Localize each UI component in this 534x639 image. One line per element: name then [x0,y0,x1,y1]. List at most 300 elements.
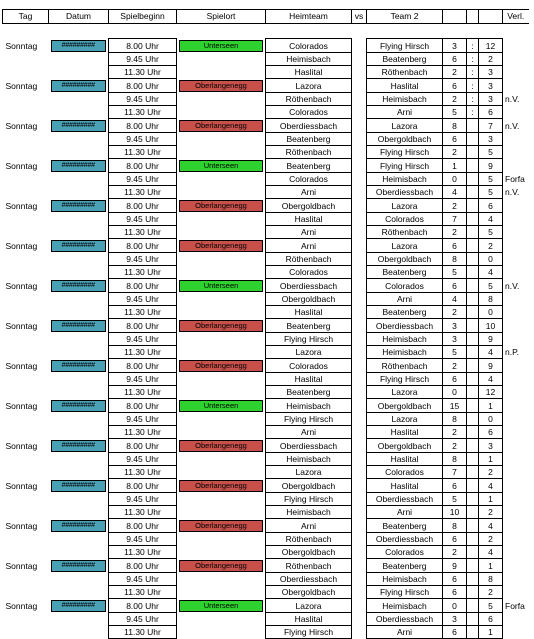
row-datum-cell[interactable] [49,519,109,533]
row-spielort-cell[interactable] [177,279,266,293]
row-team2-cell[interactable]: Colorados [367,279,443,293]
row-score2-cell[interactable]: 0 [479,413,503,426]
row-score2-cell[interactable]: 2 [479,466,503,479]
row-spielbeginn-cell[interactable]: 8.00 Uhr [109,39,177,53]
row-sep-cell[interactable] [467,239,479,253]
row-score2-cell[interactable]: 0 [479,306,503,319]
row-spielbeginn-cell[interactable]: 8.00 Uhr [109,559,177,573]
row-datum-cell[interactable] [49,586,109,599]
row-note-cell[interactable] [503,79,529,93]
row-team2-cell[interactable]: Flying Hirsch [367,159,443,173]
row-datum-cell[interactable] [49,39,109,53]
row-team2-cell[interactable]: Lazora [367,386,443,399]
row-score1-cell[interactable]: 2 [443,546,467,559]
row-spielort-cell[interactable] [177,573,266,586]
row-team2-cell[interactable]: Arni [367,506,443,519]
row-score1-cell[interactable]: 8 [443,413,467,426]
row-team2-cell[interactable]: Colorados [367,546,443,559]
row-team2-cell[interactable]: Flying Hirsch [367,146,443,159]
row-note-cell[interactable] [503,506,529,519]
row-score2-cell[interactable]: 5 [479,599,503,613]
row-sep-cell[interactable]: : [467,39,479,53]
row-team2-cell[interactable]: Röthenbach [367,226,443,239]
row-team2-cell[interactable]: Haslital [367,453,443,466]
row-vs-cell[interactable] [352,226,367,239]
row-datum-cell[interactable] [49,253,109,266]
row-spielort-cell[interactable] [177,426,266,439]
row-vs-cell[interactable] [352,399,367,413]
row-datum-cell[interactable] [49,293,109,306]
row-score1-cell[interactable]: 0 [443,386,467,399]
row-score2-cell[interactable]: 12 [479,386,503,399]
row-spielbeginn-cell[interactable]: 8.00 Uhr [109,319,177,333]
row-note-cell[interactable] [503,479,529,493]
row-vs-cell[interactable] [352,506,367,519]
row-heimteam-cell[interactable]: Haslital [266,66,352,79]
row-vs-cell[interactable] [352,279,367,293]
row-vs-cell[interactable] [352,359,367,373]
row-spielbeginn-cell[interactable]: 9.45 Uhr [109,333,177,346]
row-team2-cell[interactable]: Arni [367,106,443,119]
row-sep-cell[interactable]: : [467,53,479,66]
row-spielbeginn-cell[interactable]: 11.30 Uhr [109,306,177,319]
row-spielbeginn-cell[interactable]: 9.45 Uhr [109,213,177,226]
row-vs-cell[interactable] [352,53,367,66]
row-tag-cell[interactable]: Sonntag [5,200,38,211]
row-note-cell[interactable] [503,466,529,479]
row-note-cell[interactable] [503,373,529,386]
row-spielbeginn-cell[interactable]: 11.30 Uhr [109,226,177,239]
row-datum-cell[interactable] [49,386,109,399]
row-tag-cell[interactable]: Sonntag [5,480,38,491]
row-datum-cell[interactable] [49,199,109,213]
row-sep-cell[interactable] [467,453,479,466]
row-score1-cell[interactable]: 2 [443,306,467,319]
row-sep-cell[interactable] [467,546,479,559]
row-score2-cell[interactable]: 6 [479,199,503,213]
row-spielbeginn-cell[interactable]: 11.30 Uhr [109,146,177,159]
row-tag-cell[interactable] [3,53,49,66]
row-sep-cell[interactable] [467,253,479,266]
row-score2-cell[interactable]: 8 [479,573,503,586]
row-vs-cell[interactable] [352,413,367,426]
row-team2-cell[interactable]: Arni [367,626,443,639]
row-datum-cell[interactable] [49,106,109,119]
row-spielbeginn-cell[interactable]: 11.30 Uhr [109,346,177,359]
row-vs-cell[interactable] [352,266,367,279]
row-score1-cell[interactable]: 5 [443,266,467,279]
row-score1-cell[interactable]: 2 [443,93,467,106]
row-spielort-cell[interactable] [177,119,266,133]
row-score2-cell[interactable]: 3 [479,439,503,453]
row-sep-cell[interactable] [467,159,479,173]
row-team2-cell[interactable]: Lazora [367,239,443,253]
row-vs-cell[interactable] [352,453,367,466]
row-score2-cell[interactable]: 3 [479,133,503,146]
row-heimteam-cell[interactable]: Flying Hirsch [266,626,352,639]
row-score2-cell[interactable]: 3 [479,66,503,79]
row-vs-cell[interactable] [352,386,367,399]
row-note-cell[interactable] [503,613,529,626]
row-tag-cell[interactable] [3,306,49,319]
row-score1-cell[interactable]: 10 [443,506,467,519]
row-team2-cell[interactable]: Heimisbach [367,93,443,106]
row-team2-cell[interactable]: Heimisbach [367,333,443,346]
row-sep-cell[interactable] [467,213,479,226]
row-datum-cell[interactable] [49,373,109,386]
row-spielbeginn-cell[interactable]: 8.00 Uhr [109,159,177,173]
row-vs-cell[interactable] [352,293,367,306]
row-vs-cell[interactable] [352,546,367,559]
row-datum-cell[interactable] [49,426,109,439]
row-spielbeginn-cell[interactable]: 11.30 Uhr [109,106,177,119]
row-spielort-cell[interactable] [177,466,266,479]
row-sep-cell[interactable] [467,373,479,386]
row-score1-cell[interactable]: 5 [443,106,467,119]
row-vs-cell[interactable] [352,173,367,186]
row-score2-cell[interactable]: 1 [479,493,503,506]
row-score1-cell[interactable]: 6 [443,53,467,66]
row-sep-cell[interactable] [467,426,479,439]
row-note-cell[interactable] [503,106,529,119]
row-team2-cell[interactable]: Oberdiessbach [367,319,443,333]
row-team2-cell[interactable]: Flying Hirsch [367,39,443,53]
row-datum-cell[interactable] [49,479,109,493]
row-datum-cell[interactable] [49,413,109,426]
row-score2-cell[interactable]: 7 [479,119,503,133]
row-sep-cell[interactable] [467,533,479,546]
row-sep-cell[interactable] [467,613,479,626]
row-datum-cell[interactable] [49,626,109,639]
row-datum-cell[interactable] [49,599,109,613]
row-note-cell[interactable] [503,586,529,599]
row-score2-cell[interactable]: 4 [479,346,503,359]
row-datum-cell[interactable] [49,213,109,226]
row-score1-cell[interactable]: 2 [443,226,467,239]
row-tag-cell[interactable]: Sonntag [5,520,38,531]
row-team2-cell[interactable]: Röthenbach [367,66,443,79]
row-score2-cell[interactable]: 9 [479,359,503,373]
row-tag-cell[interactable]: Sonntag [5,280,38,291]
row-spielbeginn-cell[interactable]: 9.45 Uhr [109,133,177,146]
row-spielort-cell[interactable] [177,266,266,279]
row-sep-cell[interactable] [467,306,479,319]
row-vs-cell[interactable] [352,599,367,613]
row-tag-cell[interactable] [3,253,49,266]
row-team2-cell[interactable]: Arni [367,293,443,306]
row-sep-cell[interactable]: : [467,93,479,106]
row-sep-cell[interactable] [467,506,479,519]
row-spielbeginn-cell[interactable]: 11.30 Uhr [109,546,177,559]
row-heimteam-cell[interactable]: Flying Hirsch [266,493,352,506]
row-vs-cell[interactable] [352,319,367,333]
row-spielort-cell[interactable] [177,373,266,386]
row-heimteam-cell[interactable]: Colorados [266,173,352,186]
row-note-cell[interactable] [503,546,529,559]
row-heimteam-cell[interactable]: Heimisbach [266,53,352,66]
row-spielbeginn-cell[interactable]: 11.30 Uhr [109,506,177,519]
row-vs-cell[interactable] [352,439,367,453]
row-vs-cell[interactable] [352,426,367,439]
row-spielbeginn-cell[interactable]: 9.45 Uhr [109,613,177,626]
row-team2-cell[interactable]: Heimisbach [367,346,443,359]
row-note-cell[interactable] [503,453,529,466]
row-spielbeginn-cell[interactable]: 9.45 Uhr [109,53,177,66]
row-team2-cell[interactable]: Beatenberg [367,53,443,66]
row-score1-cell[interactable]: 7 [443,213,467,226]
row-spielort-cell[interactable] [177,586,266,599]
row-spielbeginn-cell[interactable]: 11.30 Uhr [109,626,177,639]
row-note-cell[interactable] [503,213,529,226]
row-team2-cell[interactable]: Oberdiessbach [367,613,443,626]
row-note-cell[interactable] [503,519,529,533]
row-score1-cell[interactable]: 6 [443,79,467,93]
row-heimteam-cell[interactable]: Röthenbach [266,559,352,573]
row-spielort-cell[interactable] [177,239,266,253]
row-spielbeginn-cell[interactable]: 9.45 Uhr [109,293,177,306]
header-datum[interactable]: Datum [49,10,109,24]
row-spielort-cell[interactable] [177,226,266,239]
row-score1-cell[interactable]: 8 [443,519,467,533]
row-tag-cell[interactable] [3,546,49,559]
row-heimteam-cell[interactable]: Colorados [266,39,352,53]
row-note-cell[interactable]: n.V. [505,280,520,291]
row-heimteam-cell[interactable]: Colorados [266,266,352,279]
row-datum-cell[interactable] [49,493,109,506]
row-sep-cell[interactable] [467,626,479,639]
row-vs-cell[interactable] [352,253,367,266]
row-tag-cell[interactable]: Sonntag [5,40,38,51]
row-vs-cell[interactable] [352,613,367,626]
row-score2-cell[interactable]: 6 [479,106,503,119]
row-score2-cell[interactable]: 5 [479,186,503,199]
row-sep-cell[interactable] [467,493,479,506]
row-sep-cell[interactable] [467,559,479,573]
row-spielort-cell[interactable] [177,493,266,506]
row-note-cell[interactable] [503,399,529,413]
row-team2-cell[interactable]: Obergoldbach [367,439,443,453]
row-score2-cell[interactable]: 6 [479,426,503,439]
row-score1-cell[interactable]: 2 [443,426,467,439]
row-tag-cell[interactable] [3,106,49,119]
row-score2-cell[interactable]: 2 [479,586,503,599]
row-spielbeginn-cell[interactable]: 8.00 Uhr [109,399,177,413]
row-spielbeginn-cell[interactable]: 8.00 Uhr [109,479,177,493]
row-sep-cell[interactable] [467,586,479,599]
row-sep-cell[interactable] [467,479,479,493]
row-heimteam-cell[interactable]: Oberdiessbach [266,573,352,586]
row-score1-cell[interactable]: 7 [443,466,467,479]
row-tag-cell[interactable] [3,226,49,239]
row-tag-cell[interactable] [3,346,49,359]
row-vs-cell[interactable] [352,479,367,493]
row-spielort-cell[interactable] [177,133,266,146]
row-sep-cell[interactable] [467,439,479,453]
row-heimteam-cell[interactable]: Arni [266,186,352,199]
row-sep-cell[interactable] [467,319,479,333]
row-heimteam-cell[interactable]: Obergoldbach [266,479,352,493]
row-score2-cell[interactable]: 12 [479,39,503,53]
row-sep-cell[interactable] [467,386,479,399]
header-vs[interactable]: vs [352,10,367,24]
row-spielbeginn-cell[interactable]: 11.30 Uhr [109,186,177,199]
row-tag-cell[interactable] [3,573,49,586]
row-spielort-cell[interactable] [177,599,266,613]
row-sep-cell[interactable] [467,293,479,306]
row-note-cell[interactable]: Forfa [505,174,525,184]
row-spielort-cell[interactable] [177,439,266,453]
row-heimteam-cell[interactable]: Röthenbach [266,93,352,106]
row-score2-cell[interactable]: 3 [479,79,503,93]
header-verl[interactable]: Verl. [503,10,529,24]
row-team2-cell[interactable]: Lazora [367,413,443,426]
row-heimteam-cell[interactable]: Colorados [266,359,352,373]
row-team2-cell[interactable]: Colorados [367,213,443,226]
row-sep-cell[interactable] [467,466,479,479]
row-spielbeginn-cell[interactable]: 8.00 Uhr [109,239,177,253]
row-spielbeginn-cell[interactable]: 9.45 Uhr [109,573,177,586]
row-score1-cell[interactable]: 6 [443,626,467,639]
row-vs-cell[interactable] [352,239,367,253]
row-score1-cell[interactable]: 6 [443,133,467,146]
row-heimteam-cell[interactable]: Lazora [266,599,352,613]
row-team2-cell[interactable]: Flying Hirsch [367,586,443,599]
row-spielbeginn-cell[interactable]: 9.45 Uhr [109,173,177,186]
row-tag-cell[interactable] [3,333,49,346]
row-heimteam-cell[interactable]: Röthenbach [266,533,352,546]
row-spielort-cell[interactable] [177,399,266,413]
row-score2-cell[interactable]: 1 [479,559,503,573]
row-spielort-cell[interactable] [177,559,266,573]
row-datum-cell[interactable] [49,399,109,413]
row-vs-cell[interactable] [352,573,367,586]
row-tag-cell[interactable] [3,146,49,159]
row-score2-cell[interactable]: 9 [479,159,503,173]
row-tag-cell[interactable] [3,533,49,546]
row-team2-cell[interactable]: Heimisbach [367,173,443,186]
row-heimteam-cell[interactable]: Beatenberg [266,133,352,146]
row-sep-cell[interactable] [467,146,479,159]
row-sep-cell[interactable] [467,573,479,586]
row-datum-cell[interactable] [49,359,109,373]
row-heimteam-cell[interactable]: Colorados [266,106,352,119]
row-spielort-cell[interactable] [177,479,266,493]
row-score2-cell[interactable]: 9 [479,333,503,346]
row-spielort-cell[interactable] [177,159,266,173]
row-team2-cell[interactable]: Lazora [367,199,443,213]
row-score1-cell[interactable]: 0 [443,173,467,186]
header-team2[interactable]: Team 2 [367,10,443,24]
row-spielbeginn-cell[interactable]: 9.45 Uhr [109,93,177,106]
row-note-cell[interactable] [503,133,529,146]
row-note-cell[interactable] [503,493,529,506]
row-heimteam-cell[interactable]: Lazora [266,79,352,93]
row-team2-cell[interactable]: Obergoldbach [367,133,443,146]
row-note-cell[interactable] [503,626,529,639]
row-vs-cell[interactable] [352,66,367,79]
row-team2-cell[interactable]: Heimisbach [367,573,443,586]
row-spielort-cell[interactable] [177,519,266,533]
row-sep-cell[interactable] [467,359,479,373]
row-team2-cell[interactable]: Lazora [367,119,443,133]
row-spielort-cell[interactable] [177,506,266,519]
row-datum-cell[interactable] [49,146,109,159]
row-sep-cell[interactable] [467,173,479,186]
row-score2-cell[interactable]: 5 [479,226,503,239]
row-tag-cell[interactable]: Sonntag [5,360,38,371]
row-spielort-cell[interactable] [177,546,266,559]
row-datum-cell[interactable] [49,346,109,359]
row-sep-cell[interactable] [467,519,479,533]
row-note-cell[interactable] [503,266,529,279]
row-sep-cell[interactable] [467,279,479,293]
row-sep-cell[interactable] [467,199,479,213]
row-spielort-cell[interactable] [177,413,266,426]
row-note-cell[interactable] [503,359,529,373]
row-heimteam-cell[interactable]: Obergoldbach [266,586,352,599]
row-note-cell[interactable] [503,559,529,573]
row-tag-cell[interactable]: Sonntag [5,320,38,331]
row-tag-cell[interactable] [3,506,49,519]
row-team2-cell[interactable]: Oberdiessbach [367,533,443,546]
row-score1-cell[interactable]: 5 [443,493,467,506]
row-vs-cell[interactable] [352,79,367,93]
row-heimteam-cell[interactable]: Flying Hirsch [266,413,352,426]
row-spielort-cell[interactable] [177,626,266,639]
row-tag-cell[interactable] [3,66,49,79]
row-spielort-cell[interactable] [177,253,266,266]
row-datum-cell[interactable] [49,546,109,559]
row-heimteam-cell[interactable]: Obergoldbach [266,546,352,559]
row-heimteam-cell[interactable]: Beatenberg [266,386,352,399]
row-spielort-cell[interactable] [177,613,266,626]
row-spielbeginn-cell[interactable]: 8.00 Uhr [109,279,177,293]
row-score1-cell[interactable]: 8 [443,253,467,266]
row-score1-cell[interactable]: 9 [443,559,467,573]
row-spielbeginn-cell[interactable]: 9.45 Uhr [109,373,177,386]
row-tag-cell[interactable] [3,453,49,466]
row-vs-cell[interactable] [352,373,367,386]
row-datum-cell[interactable] [49,133,109,146]
row-tag-cell[interactable] [3,386,49,399]
row-tag-cell[interactable] [3,186,49,199]
row-heimteam-cell[interactable]: Arni [266,519,352,533]
row-score2-cell[interactable]: 1 [479,626,503,639]
row-team2-cell[interactable]: Obergoldbach [367,399,443,413]
row-spielort-cell[interactable] [177,386,266,399]
row-heimteam-cell[interactable]: Beatenberg [266,159,352,173]
row-note-cell[interactable] [503,426,529,439]
row-score2-cell[interactable]: 10 [479,319,503,333]
row-spielort-cell[interactable] [177,173,266,186]
row-vs-cell[interactable] [352,519,367,533]
row-vs-cell[interactable] [352,626,367,639]
row-team2-cell[interactable]: Röthenbach [367,359,443,373]
row-tag-cell[interactable]: Sonntag [5,80,38,91]
row-datum-cell[interactable] [49,506,109,519]
row-score1-cell[interactable]: 8 [443,453,467,466]
row-score1-cell[interactable]: 3 [443,39,467,53]
row-vs-cell[interactable] [352,559,367,573]
row-datum-cell[interactable] [49,119,109,133]
row-vs-cell[interactable] [352,586,367,599]
row-datum-cell[interactable] [49,559,109,573]
row-note-cell[interactable] [503,39,529,53]
row-tag-cell[interactable] [3,466,49,479]
row-score2-cell[interactable]: 4 [479,266,503,279]
header-score1[interactable] [443,10,467,24]
row-tag-cell[interactable]: Sonntag [5,120,38,131]
